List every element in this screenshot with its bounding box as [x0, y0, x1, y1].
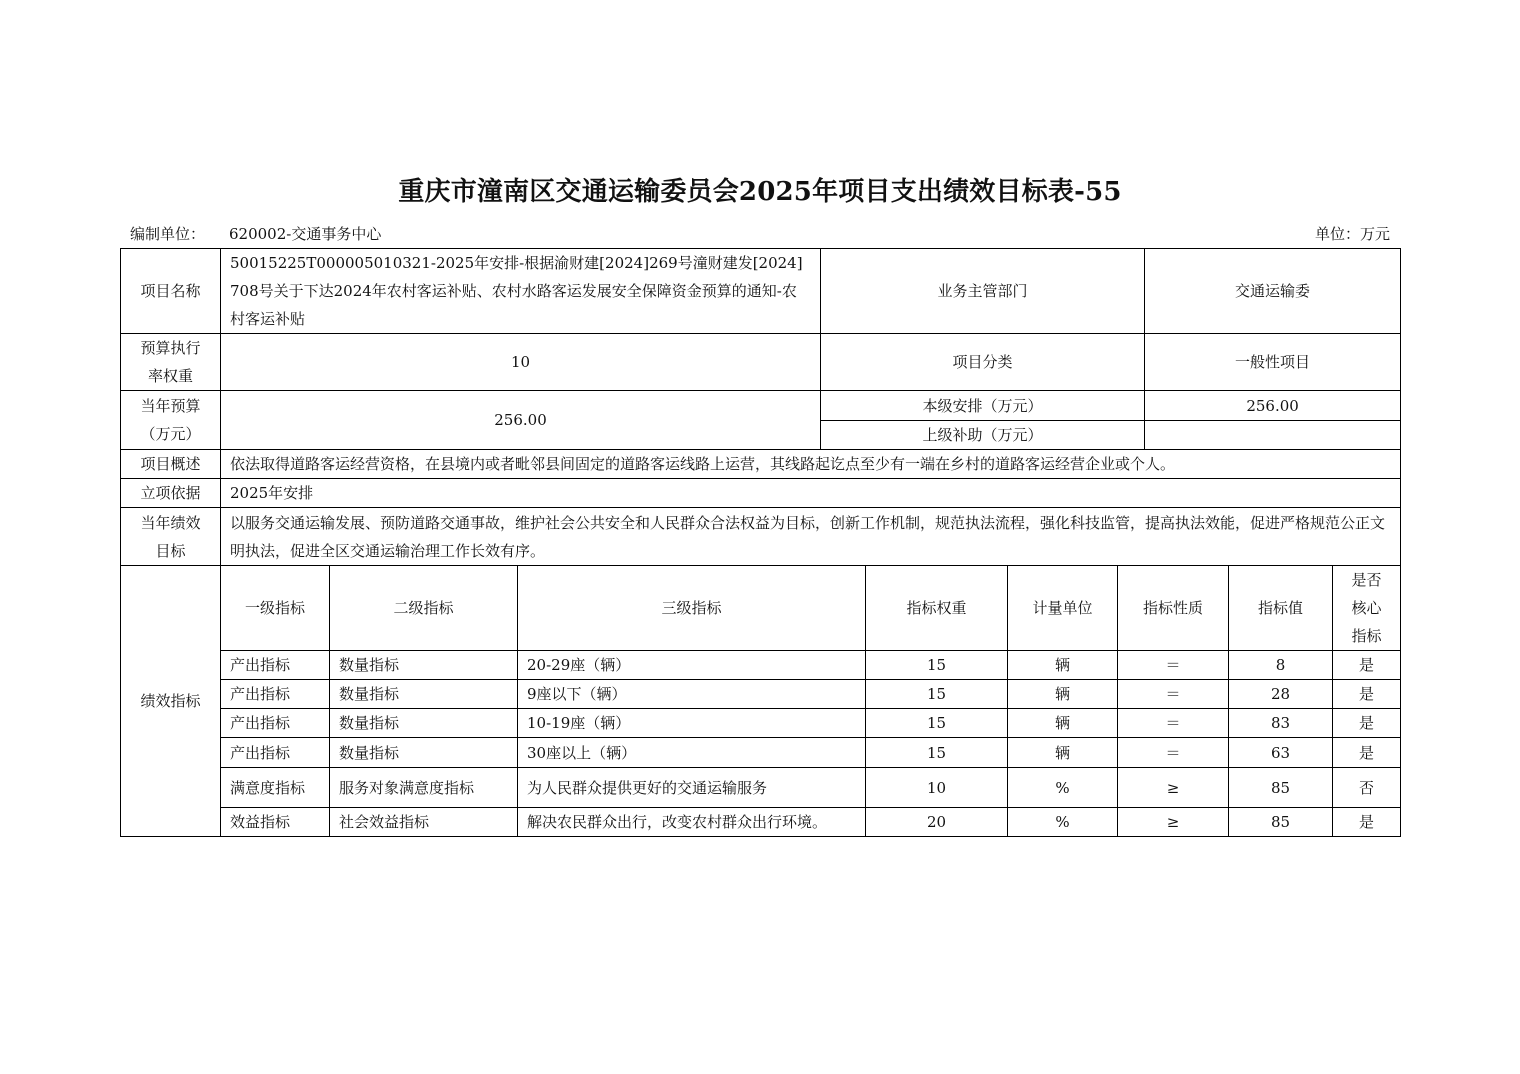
header-weight: 指标权重 [866, 566, 1008, 651]
page-title: 重庆市潼南区交通运输委员会2025年项目支出绩效目标表-55 [398, 177, 1122, 207]
cell-level2: 数量指标 [330, 738, 518, 768]
cell-nature: ≥ [1118, 808, 1229, 837]
cell-weight: 10 [866, 768, 1008, 808]
overview-label: 项目概述 [121, 450, 221, 479]
table-row [121, 768, 1401, 808]
cell-weight: 20 [866, 808, 1008, 837]
category-value: 一般性项目 [1145, 334, 1401, 391]
header-core: 是否核心指标 [1333, 566, 1401, 651]
goal-value: 以服务交通运输发展、预防道路交通事故，维护社会公共安全和人民群众合法权益为目标，创新工作机制，规范执法流程，强化科技监管，提高执法效能，促进严格规范公正文明执法，促进全区交通运输治理工作长效有序。 [221, 508, 1401, 566]
header-level3: 三级指标 [518, 566, 866, 651]
cell-core: 是 [1333, 738, 1401, 768]
cell-unit: % [1008, 768, 1118, 808]
cell-level3: 9座以下（辆） [518, 680, 866, 709]
cell-value: 28 [1229, 680, 1333, 709]
cell-value: 83 [1229, 709, 1333, 738]
table-row [121, 680, 1401, 709]
budget-row-local [121, 391, 1401, 421]
cell-weight: 15 [866, 709, 1008, 738]
dept-label: 业务主管部门 [821, 249, 1145, 334]
dept-value: 交通运输委 [1145, 249, 1401, 334]
cell-level3: 解决农民群众出行，改变农村群众出行环境。 [518, 808, 866, 837]
header-nature: 指标性质 [1118, 566, 1229, 651]
budget-value: 256.00 [221, 391, 821, 450]
cell-level2: 社会效益指标 [330, 808, 518, 837]
project-name-row [121, 249, 1401, 334]
indicator-header-row [121, 566, 1401, 651]
cell-weight: 15 [866, 738, 1008, 768]
cell-unit: 辆 [1008, 651, 1118, 680]
local-budget-value: 256.00 [1145, 391, 1401, 421]
goal-label: 当年绩效目标 [121, 508, 221, 566]
cell-core: 是 [1333, 808, 1401, 837]
cell-level3: 为人民群众提供更好的交通运输服务 [518, 768, 866, 808]
weight-row [121, 334, 1401, 391]
org-label: 编制单位： [130, 225, 206, 243]
cell-unit: 辆 [1008, 738, 1118, 768]
header-level2: 二级指标 [330, 566, 518, 651]
org-value: 620002-交通事务中心 [229, 225, 382, 243]
cell-level1: 产出指标 [221, 738, 330, 768]
cell-unit: % [1008, 808, 1118, 837]
basis-label: 立项依据 [121, 479, 221, 508]
cell-weight: 15 [866, 680, 1008, 709]
cell-level1: 产出指标 [221, 651, 330, 680]
cell-value: 85 [1229, 808, 1333, 837]
header-value: 指标值 [1229, 566, 1333, 651]
cell-core: 是 [1333, 680, 1401, 709]
local-budget-label: 本级安排（万元） [821, 391, 1145, 421]
indicators-label: 绩效指标 [121, 566, 221, 837]
cell-value: 63 [1229, 738, 1333, 768]
cell-level3: 20-29座（辆） [518, 651, 866, 680]
unit-label: 单位：万元 [1314, 225, 1390, 243]
cell-core: 是 [1333, 651, 1401, 680]
overview-value: 依法取得道路客运经营资格，在县境内或者毗邻县间固定的道路客运线路上运营，其线路起讫点至少有一端在乡村的道路客运经营企业或个人。 [221, 450, 1401, 479]
cell-level3: 10-19座（辆） [518, 709, 866, 738]
cell-unit: 辆 [1008, 709, 1118, 738]
cell-core: 否 [1333, 768, 1401, 808]
cell-core: 是 [1333, 709, 1401, 738]
table-row [121, 808, 1401, 837]
cell-level1: 满意度指标 [221, 768, 330, 808]
cell-nature: ＝ [1118, 738, 1229, 768]
budget-label: 当年预算（万元） [121, 391, 221, 450]
cell-level2: 服务对象满意度指标 [330, 768, 518, 808]
superior-subsidy-label: 上级补助（万元） [821, 421, 1145, 450]
table-row [121, 651, 1401, 680]
cell-level1: 产出指标 [221, 680, 330, 709]
performance-target-table [120, 248, 1401, 837]
cell-level2: 数量指标 [330, 680, 518, 709]
cell-level1: 效益指标 [221, 808, 330, 837]
table-row [121, 709, 1401, 738]
cell-nature: ＝ [1118, 680, 1229, 709]
cell-weight: 15 [866, 651, 1008, 680]
cell-level1: 产出指标 [221, 709, 330, 738]
cell-value: 8 [1229, 651, 1333, 680]
category-label: 项目分类 [821, 334, 1145, 391]
overview-row [121, 450, 1401, 479]
header-unit: 计量单位 [1008, 566, 1118, 651]
basis-value: 2025年安排 [221, 479, 1401, 508]
cell-level2: 数量指标 [330, 709, 518, 738]
cell-nature: ＝ [1118, 651, 1229, 680]
basis-row [121, 479, 1401, 508]
superior-subsidy-value [1145, 421, 1401, 450]
weight-label: 预算执行率权重 [121, 334, 221, 391]
cell-level3: 30座以上（辆） [518, 738, 866, 768]
cell-nature: ＝ [1118, 709, 1229, 738]
cell-unit: 辆 [1008, 680, 1118, 709]
project-name-value: 50015225T000005010321-2025年安排-根据渝财建[2024]269号潼财建发[2024]708号关于下达2024年农村客运补贴、农村水路客运发展安全保障资金预算的通知-农村客运补贴 [221, 249, 821, 334]
cell-nature: ≥ [1118, 768, 1229, 808]
project-name-label: 项目名称 [121, 249, 221, 334]
weight-value: 10 [221, 334, 821, 391]
cell-value: 85 [1229, 768, 1333, 808]
goal-row [121, 508, 1401, 566]
cell-level2: 数量指标 [330, 651, 518, 680]
header-level1: 一级指标 [221, 566, 330, 651]
table-row [121, 738, 1401, 768]
